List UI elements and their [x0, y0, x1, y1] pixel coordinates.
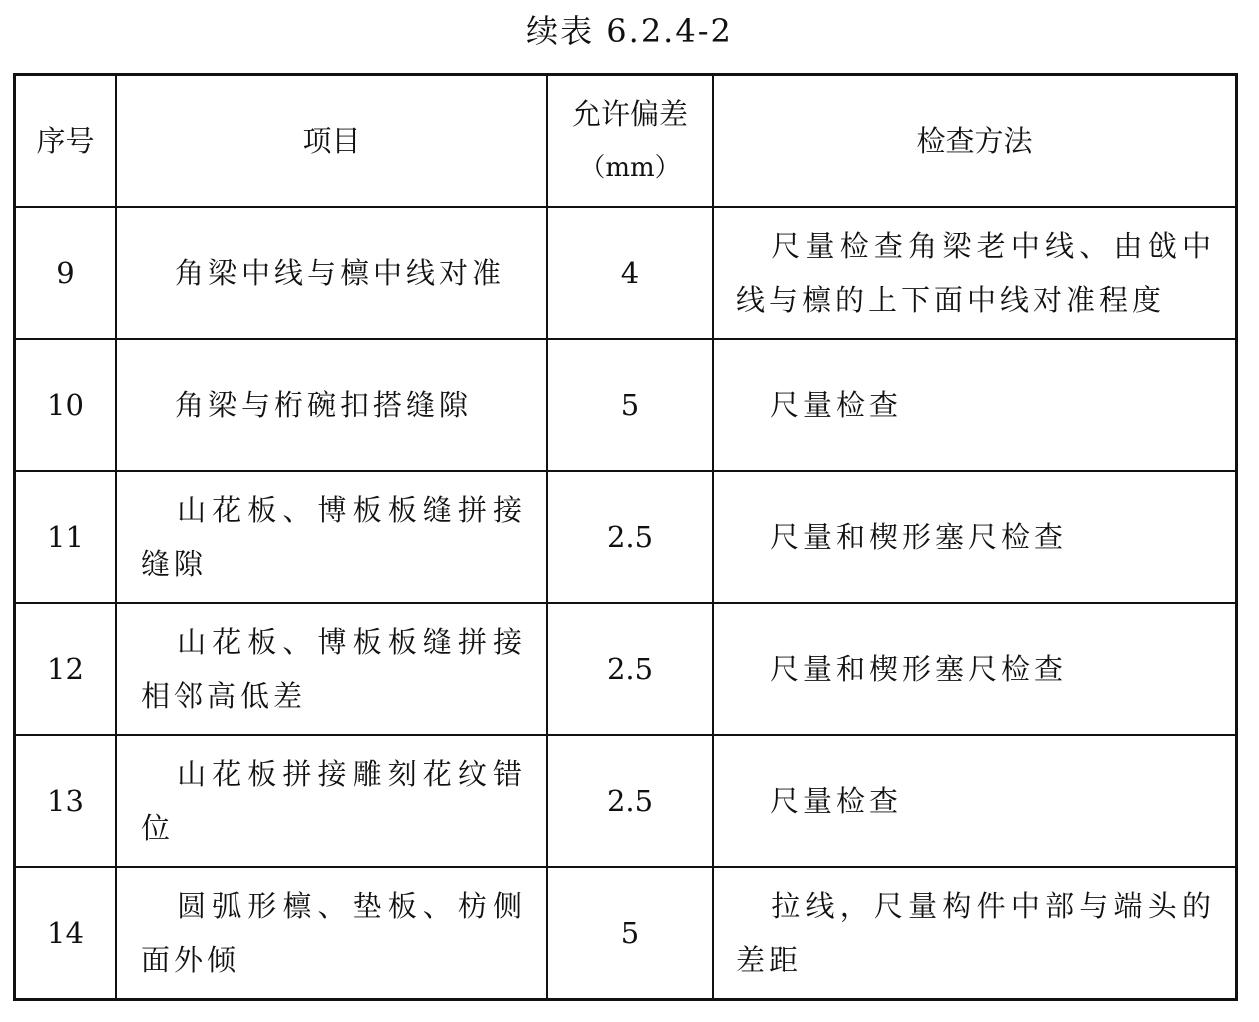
cell-method-text: 尺量检查角梁老中线、由戗中线与檩的上下面中线对准程度: [736, 229, 1215, 317]
header-tolerance: [547, 75, 713, 208]
table-row: [15, 471, 1237, 603]
header-tolerance-unit: （mm）: [579, 153, 681, 183]
cell-method: [713, 603, 1237, 735]
cell-no: 11: [15, 471, 117, 603]
cell-method-text: 尺量和楔形塞尺检查: [770, 520, 1068, 554]
cell-item: [116, 471, 547, 603]
header-no: 序号: [15, 75, 117, 208]
table-row: [15, 339, 1237, 471]
table-row: [15, 735, 1237, 867]
header-item: 项目: [116, 75, 547, 208]
cell-tolerance: 4: [547, 207, 713, 339]
cell-tolerance: 5: [547, 867, 713, 1000]
cell-no: 9: [15, 207, 117, 339]
cell-tolerance: 2.5: [547, 471, 713, 603]
cell-item-text: 角梁中线与檩中线对准: [175, 256, 506, 290]
cell-item: [116, 339, 547, 471]
header-method: 检查方法: [713, 75, 1237, 208]
cell-method: [713, 867, 1237, 1000]
cell-no: 10: [15, 339, 117, 471]
cell-tolerance: 5: [547, 339, 713, 471]
cell-item-text: 圆弧形檩、垫板、枋侧面外倾: [141, 889, 526, 977]
cell-item-text: 山花板拼接雕刻花纹错位: [141, 757, 526, 845]
cell-method: [713, 735, 1237, 867]
cell-method: [713, 207, 1237, 339]
cell-item: [116, 207, 547, 339]
table-header-row: [15, 75, 1237, 208]
cell-item-text: 角梁与桁碗扣搭缝隙: [175, 388, 473, 422]
cell-method-text: 尺量检查: [770, 388, 903, 422]
cell-item: [116, 603, 547, 735]
cell-method-text: 尺量和楔形塞尺检查: [770, 652, 1068, 686]
cell-method: [713, 471, 1237, 603]
cell-no: 12: [15, 603, 117, 735]
cell-item: [116, 735, 547, 867]
table-title: 续表 6.2.4-2: [526, 12, 733, 50]
cell-no: 13: [15, 735, 117, 867]
tolerance-table: [13, 73, 1238, 1001]
cell-method-text: 拉线，尺量构件中部与端头的差距: [736, 889, 1215, 977]
cell-item-text: 山花板、博板板缝拼接相邻高低差: [141, 625, 526, 713]
cell-tolerance: 2.5: [547, 603, 713, 735]
cell-method: [713, 339, 1237, 471]
table-row: [15, 603, 1237, 735]
cell-tolerance: 2.5: [547, 735, 713, 867]
cell-method-text: 尺量检查: [770, 784, 903, 818]
cell-item-text: 山花板、博板板缝拼接缝隙: [141, 493, 526, 581]
table-row: [15, 207, 1237, 339]
cell-no: 14: [15, 867, 117, 1000]
cell-item: [116, 867, 547, 1000]
header-tolerance-label: 允许偏差: [571, 97, 688, 131]
table-row: [15, 867, 1237, 1000]
